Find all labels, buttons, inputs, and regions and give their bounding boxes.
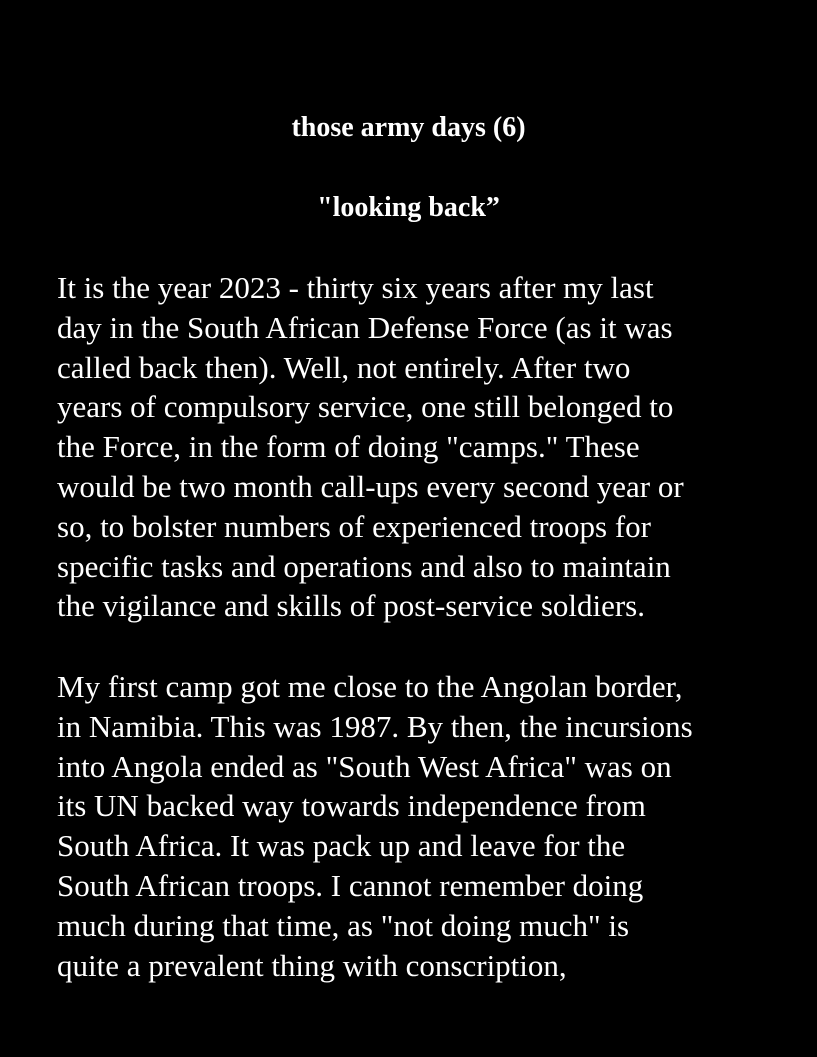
document-title: those army days (6): [291, 112, 526, 143]
paragraph-line: so, to bolster numbers of experienced troops for: [57, 508, 652, 544]
paragraph-line: called back then). Well, not entirely. After two: [57, 349, 631, 385]
paragraph-line: much during that time, as "not doing much" is: [57, 907, 630, 943]
document-subtitle: "looking back”: [317, 192, 500, 223]
paragraph-line: in Namibia. This was 1987. By then, the incursions: [57, 708, 693, 744]
paragraph-line: quite a prevalent thing with conscription,: [57, 947, 567, 983]
paragraph-line: the vigilance and skills of post-service soldiers.: [57, 588, 646, 624]
paragraph-line: into Angola ended as "South West Africa" was on: [57, 748, 672, 784]
paragraph-line: the Force, in the form of doing "camps." These: [57, 429, 640, 465]
paragraph-1: [57, 268, 787, 626]
paragraph-line: would be two month call-ups every second year or: [57, 468, 684, 504]
paragraph-line: My first camp got me close to the Angolan border,: [57, 669, 683, 704]
paragraph-line: its UN backed way towards independence from: [57, 788, 646, 824]
paragraph-line: South Africa. It was pack up and leave for the: [57, 828, 626, 864]
paragraph-line: It is the year 2023 - thirty six years after my last: [57, 270, 654, 305]
paragraph-2: [57, 667, 787, 985]
paragraph-line: day in the South African Defense Force (as it was: [57, 309, 673, 345]
paragraph-line: South African troops. I cannot remember doing: [57, 867, 644, 903]
paragraph-line: specific tasks and operations and also to maintain: [57, 548, 671, 584]
paragraph-line: years of compulsory service, one still belonged to: [57, 389, 674, 425]
